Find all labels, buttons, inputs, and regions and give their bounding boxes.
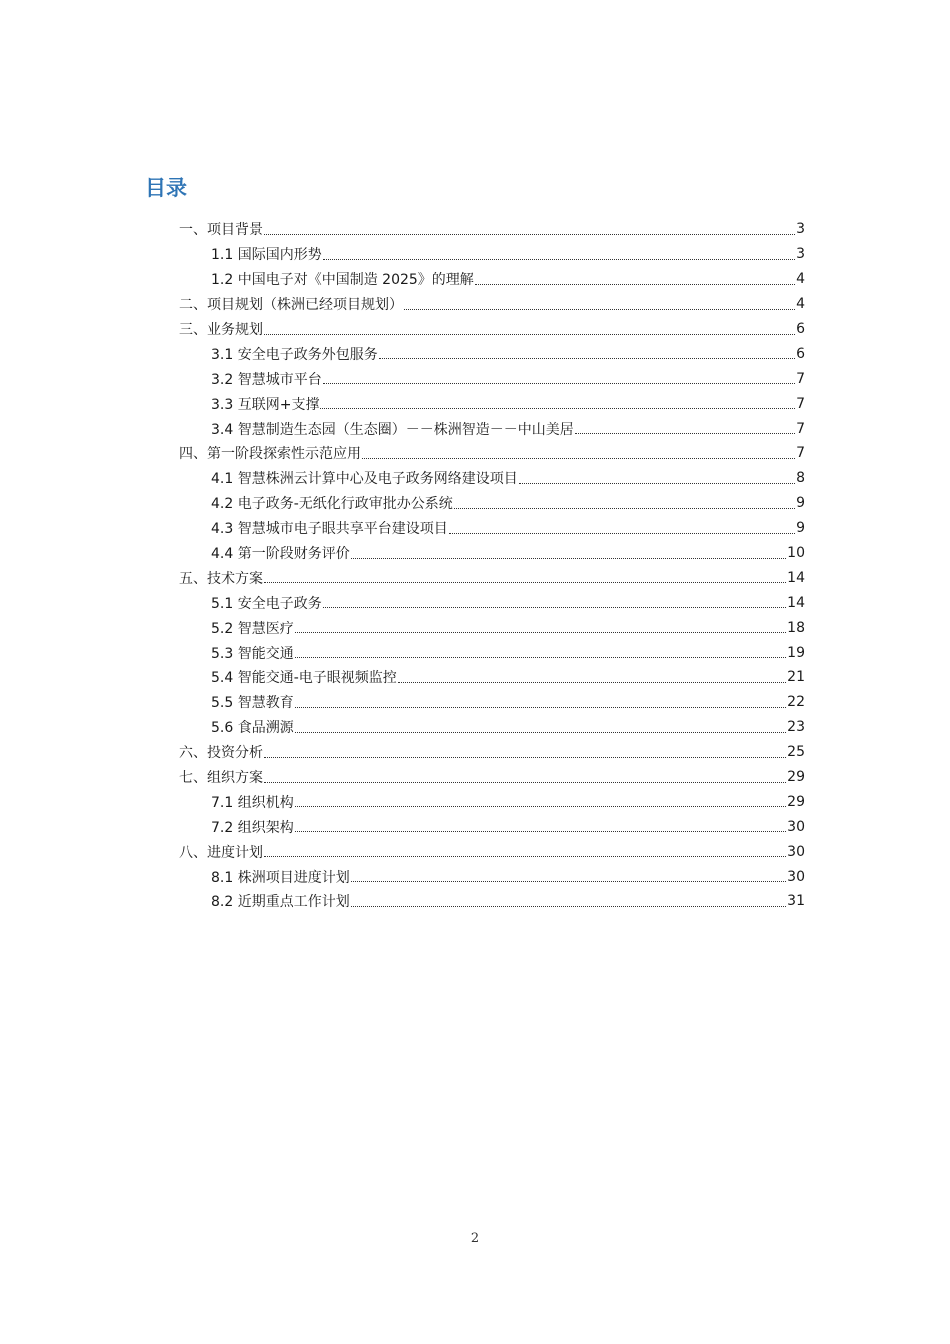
toc-entry-title: 3.4 智慧制造生态园（生态圈）－－株洲智造－－中山美居 [211, 421, 574, 438]
toc-dot-leader [264, 334, 795, 335]
toc-dot-leader [351, 558, 786, 559]
toc-dot-leader [295, 831, 786, 832]
toc-entry-level2[interactable] [0, 242, 950, 267]
toc-entry-title: 5.4 智能交通-电子眼视频监控 [211, 670, 397, 687]
toc-entry-level2[interactable] [0, 789, 950, 814]
toc-entry-level2[interactable] [0, 715, 950, 740]
toc-entry-title: 二、项目规划（株洲已经项目规划） [179, 297, 403, 314]
page-number: 2 [470, 1231, 480, 1246]
toc-dot-leader [351, 906, 786, 907]
toc-dot-leader [320, 408, 795, 409]
toc-entry-title: 3.2 智慧城市平台 [211, 371, 322, 388]
toc-entry-level2[interactable] [0, 366, 950, 391]
toc-entry-title: 三、业务规划 [179, 322, 263, 338]
toc-dot-leader [454, 508, 795, 509]
toc-dot-leader [379, 358, 795, 359]
toc-entry-level2[interactable] [0, 341, 950, 366]
toc-entry-title: 5.1 安全电子政务 [211, 595, 322, 612]
toc-entry-level2[interactable] [0, 640, 950, 665]
toc-entry-title: 3.3 互联网+支撑 [211, 396, 320, 413]
toc-entry-title: 8.1 株洲项目进度计划 [211, 869, 350, 886]
toc-entry-level2[interactable] [0, 416, 950, 441]
toc-entry-title: 5.6 食品溯源 [211, 720, 294, 737]
toc-dot-leader [323, 259, 795, 260]
toc-entry-page-number: 22 [787, 694, 805, 711]
toc-entry-title: 4.4 第一阶段财务评价 [211, 546, 350, 563]
toc-entry-title: 5.3 智能交通 [211, 645, 294, 662]
toc-dot-leader [264, 234, 795, 235]
toc-entry-level2[interactable] [0, 541, 950, 566]
toc-entry-title: 七、组织方案 [179, 770, 263, 787]
toc-entry-title: 1.1 国际国内形势 [211, 247, 322, 264]
toc-dot-leader [404, 309, 795, 310]
toc-entry-title: 8.2 近期重点工作计划 [211, 894, 350, 911]
toc-dot-leader [323, 383, 795, 384]
toc-entry-level2[interactable] [0, 590, 950, 615]
toc-entry-page-number: 31 [787, 893, 805, 910]
toc-entry-page-number: 7 [796, 445, 805, 462]
toc-dot-leader [323, 607, 786, 608]
toc-entry-page-number: 4 [796, 296, 805, 313]
toc-dot-leader [295, 657, 786, 658]
toc-dot-leader [575, 433, 795, 434]
toc-entry-level2[interactable] [0, 814, 950, 839]
toc-entry-level2[interactable] [0, 466, 950, 491]
toc-entry-level1[interactable] [0, 839, 950, 864]
toc-entry-page-number: 29 [787, 793, 805, 810]
toc-entry-title: 7.2 组织架构 [211, 819, 294, 836]
toc-dot-leader [295, 707, 786, 708]
toc-entry-level2[interactable] [0, 864, 950, 889]
toc-entry-page-number: 25 [787, 744, 805, 761]
toc-entry-page-number: 7 [796, 370, 805, 387]
toc-entry-title: 3.1 安全电子政务外包服务 [211, 346, 378, 363]
toc-entry-page-number: 29 [787, 769, 805, 786]
toc-entry-level2[interactable] [0, 889, 950, 914]
toc-entry-title: 7.1 组织机构 [211, 794, 294, 811]
toc-entry-page-number: 7 [796, 420, 805, 437]
toc-dot-leader [295, 732, 786, 733]
toc-entry-title: 5.2 智慧医疗 [211, 620, 294, 637]
toc-dot-leader [351, 881, 786, 882]
toc-entry-level2[interactable] [0, 516, 950, 541]
toc-dot-leader [264, 757, 786, 758]
toc-entry-level2[interactable] [0, 491, 950, 516]
toc-entry-level2[interactable] [0, 690, 950, 715]
toc-dot-leader [264, 782, 786, 783]
toc-entry-page-number: 9 [796, 520, 805, 537]
toc-entry-title: 六、投资分析 [179, 745, 263, 762]
toc-entry-page-number: 18 [787, 619, 805, 636]
toc-entry-page-number: 9 [796, 495, 805, 512]
toc-entry-page-number: 30 [787, 818, 805, 835]
toc-entry-title: 1.2 中国电子对《中国制造 2025》的理解 [211, 272, 474, 289]
toc-entry-level1[interactable] [0, 292, 950, 317]
toc-entry-title: 5.5 智慧教育 [211, 695, 294, 712]
toc-entry-level1[interactable] [0, 217, 950, 242]
toc-list [0, 217, 950, 914]
toc-dot-leader [362, 458, 795, 459]
toc-entry-level2[interactable] [0, 615, 950, 640]
toc-entry-page-number: 30 [787, 868, 805, 885]
toc-entry-level1[interactable] [0, 441, 950, 466]
toc-dot-leader [519, 483, 795, 484]
toc-entry-page-number: 30 [787, 843, 805, 860]
toc-entry-page-number: 23 [787, 719, 805, 736]
toc-entry-level1[interactable] [0, 765, 950, 790]
toc-entry-page-number: 8 [796, 470, 805, 487]
toc-entry-title: 4.3 智慧城市电子眼共享平台建设项目 [211, 521, 448, 538]
toc-dot-leader [295, 806, 786, 807]
toc-entry-title: 4.1 智慧株洲云计算中心及电子政务网络建设项目 [211, 471, 518, 488]
toc-entry-page-number: 14 [787, 594, 805, 611]
toc-dot-leader [295, 632, 786, 633]
toc-entry-page-number: 10 [787, 545, 805, 562]
toc-dot-leader [449, 533, 795, 534]
toc-entry-page-number: 3 [796, 221, 805, 238]
toc-entry-page-number: 7 [796, 395, 805, 412]
toc-entry-level1[interactable] [0, 740, 950, 765]
toc-dot-leader [475, 284, 795, 285]
toc-entry-page-number: 6 [796, 321, 805, 337]
toc-entry-title: 4.2 电子政务-无纸化行政审批办公系统 [211, 496, 453, 513]
toc-entry-page-number: 14 [787, 569, 805, 586]
toc-dot-leader [398, 682, 786, 683]
toc-entry-level2[interactable] [0, 665, 950, 690]
toc-entry-level1[interactable] [0, 317, 950, 342]
toc-entry-page-number: 4 [796, 271, 805, 288]
toc-entry-title: 四、第一阶段探索性示范应用 [179, 446, 361, 463]
toc-entry-page-number: 19 [787, 644, 805, 661]
toc-entry-level2[interactable] [0, 267, 950, 292]
toc-entry-title: 五、技术方案 [179, 570, 263, 587]
toc-heading: 目录 [145, 176, 187, 200]
toc-entry-page-number: 21 [787, 669, 805, 686]
toc-entry-level1[interactable] [0, 565, 950, 590]
toc-dot-leader [264, 582, 786, 583]
toc-dot-leader [264, 856, 786, 857]
toc-entry-level2[interactable] [0, 391, 950, 416]
toc-entry-page-number: 6 [796, 345, 805, 362]
toc-entry-title: 八、进度计划 [179, 844, 263, 861]
toc-entry-title: 一、项目背景 [179, 222, 263, 239]
toc-entry-page-number: 3 [796, 246, 805, 263]
